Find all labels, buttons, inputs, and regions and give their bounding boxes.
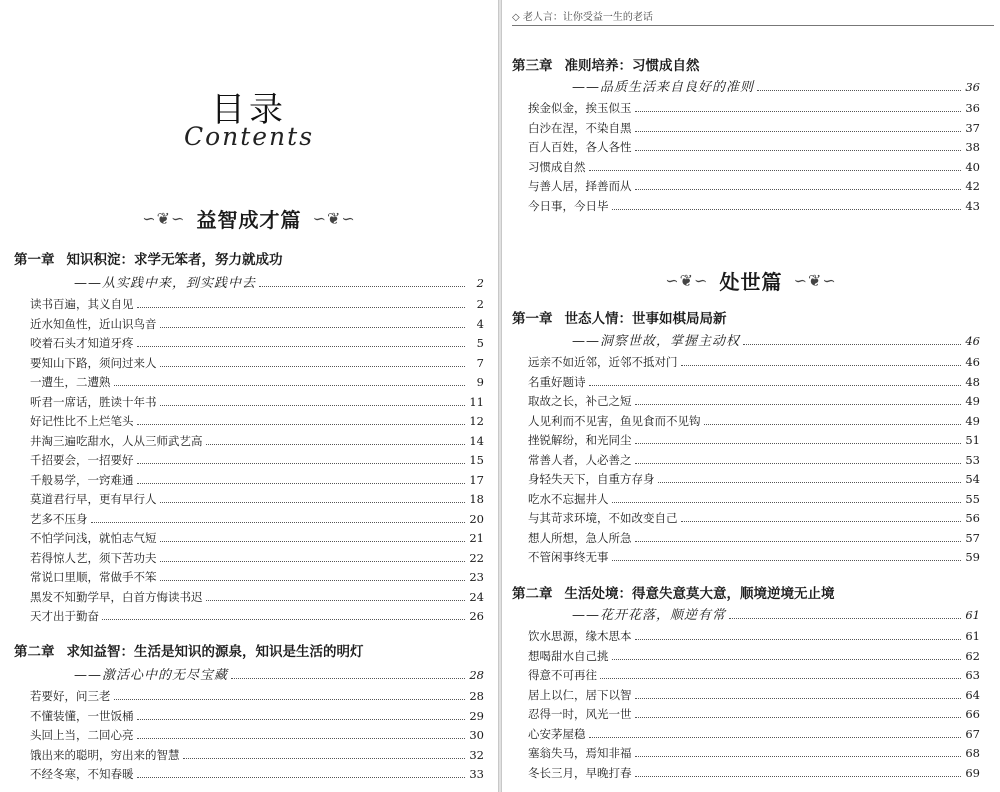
toc-entry-title: 百人百姓，各人各性 bbox=[528, 140, 632, 154]
dot-leader bbox=[137, 738, 466, 739]
dot-leader bbox=[102, 619, 465, 620]
toc-entry[interactable] bbox=[30, 550, 484, 570]
dot-leader bbox=[635, 776, 962, 777]
toc-entry-title: 远亲不如近邻，近邻不抵对门 bbox=[528, 355, 678, 369]
toc-page-number: 46 bbox=[965, 355, 980, 369]
dot-leader bbox=[635, 463, 962, 464]
dot-leader bbox=[612, 209, 962, 210]
ornament-right-icon: ∽❦∽ bbox=[312, 209, 356, 228]
toc-entry-title: 要知山下路，须问过来人 bbox=[30, 355, 157, 370]
dot-leader bbox=[612, 560, 962, 561]
toc-page-number: 18 bbox=[469, 492, 484, 506]
toc-page-number: 20 bbox=[469, 511, 484, 526]
toc-subtitle-entry[interactable] bbox=[30, 272, 484, 296]
toc-entry[interactable] bbox=[30, 569, 484, 589]
dot-leader bbox=[206, 600, 466, 601]
toc-entry-title: ——洞察世故，掌握主动权 bbox=[572, 334, 741, 349]
dot-leader bbox=[160, 541, 466, 542]
toc-page-number: 33 bbox=[469, 767, 484, 781]
dot-leader bbox=[589, 385, 962, 386]
toc-subtitle-entry[interactable] bbox=[528, 604, 980, 628]
toc-page-number: 37 bbox=[965, 120, 980, 135]
toc-entry-title: 取故之长，补己之短 bbox=[528, 394, 632, 408]
toc-page-number: 2 bbox=[476, 276, 484, 290]
running-header: ◇ 老人言：让你受益一生的老话 bbox=[512, 8, 994, 26]
toc-entry-title: 心安茅屋稳 bbox=[528, 726, 586, 741]
toc-page-number: 61 bbox=[965, 608, 980, 622]
dot-leader bbox=[206, 444, 466, 445]
toc-entry-title: 常善人者，人必善之 bbox=[528, 452, 632, 467]
dot-leader bbox=[635, 189, 962, 190]
dot-leader bbox=[137, 424, 466, 425]
toc-entry[interactable] bbox=[30, 413, 484, 433]
dot-leader bbox=[137, 483, 466, 484]
toc-entry[interactable] bbox=[30, 747, 484, 767]
dot-leader bbox=[259, 286, 465, 287]
toc-entry[interactable] bbox=[30, 608, 484, 628]
toc-list bbox=[528, 76, 980, 217]
toc-page-number: 32 bbox=[469, 747, 484, 762]
dot-leader bbox=[160, 327, 466, 328]
toc-entry[interactable] bbox=[30, 491, 484, 511]
toc-entry-title: 人见利而不见害，鱼见食而不见钩 bbox=[528, 413, 701, 428]
toc-entry[interactable] bbox=[528, 198, 980, 218]
toc-entry[interactable] bbox=[528, 745, 980, 765]
toc-entry-title: 不懂装懂，一世饭桶 bbox=[30, 708, 134, 723]
toc-page-number: 24 bbox=[469, 589, 484, 604]
toc-entry-title: 黑发不知勤学早，白首方悔读书迟 bbox=[30, 589, 203, 604]
toc-page-number: 28 bbox=[469, 689, 484, 703]
toc-entry-title: 头回上当，二回心亮 bbox=[30, 728, 134, 742]
toc-entry[interactable] bbox=[528, 452, 980, 472]
toc-entry[interactable] bbox=[528, 374, 980, 394]
dot-leader bbox=[160, 561, 466, 562]
dot-leader bbox=[635, 756, 962, 757]
toc-page-number: 40 bbox=[965, 159, 980, 174]
toc-page-number: 62 bbox=[965, 648, 980, 663]
toc-entry[interactable] bbox=[30, 472, 484, 492]
toc-entry[interactable] bbox=[30, 766, 484, 786]
chapter-heading: 第三章 准则培养：习惯成自然 bbox=[512, 58, 700, 74]
dot-leader bbox=[757, 90, 961, 91]
toc-entry[interactable] bbox=[30, 374, 484, 394]
chapter-heading: 第一章 世态人情：世事如棋局局新 bbox=[512, 311, 727, 327]
toc-entry[interactable] bbox=[528, 354, 980, 374]
toc-entry-title: 若要好，问三老 bbox=[30, 689, 111, 703]
toc-entry-title: 莫道君行早，更有早行人 bbox=[30, 492, 157, 506]
toc-entry-title: 饿出来的聪明，穷出来的智慧 bbox=[30, 747, 180, 762]
dot-leader bbox=[635, 111, 962, 112]
toc-entry[interactable] bbox=[528, 706, 980, 726]
toc-page-number: 30 bbox=[469, 728, 484, 742]
toc-entry-title: 身轻失天下，自重方存身 bbox=[528, 472, 655, 486]
toc-entry-title: 习惯成自然 bbox=[528, 159, 586, 174]
toc-page-number: 9 bbox=[476, 375, 484, 389]
dot-leader bbox=[160, 366, 466, 367]
dot-leader bbox=[137, 463, 466, 464]
toc-page-number: 48 bbox=[965, 374, 980, 389]
dot-leader bbox=[635, 404, 962, 405]
dot-leader bbox=[589, 737, 962, 738]
toc-entry[interactable] bbox=[30, 355, 484, 375]
toc-page-number: 69 bbox=[965, 765, 980, 780]
dot-leader bbox=[743, 344, 961, 345]
toc-page-number: 28 bbox=[469, 668, 484, 682]
toc-page-number: 2 bbox=[476, 297, 484, 311]
toc-entry[interactable] bbox=[30, 727, 484, 747]
toc-entry-title: 塞翁失马，焉知非福 bbox=[528, 746, 632, 760]
toc-page-number: 54 bbox=[965, 472, 980, 486]
toc-entry-title: 与其苛求环境，不如改变自己 bbox=[528, 511, 678, 525]
toc-entry-title: 近水知鱼性，近山识鸟音 bbox=[30, 316, 157, 331]
toc-entry[interactable] bbox=[528, 471, 980, 491]
toc-page-number: 21 bbox=[469, 531, 484, 545]
toc-entry[interactable] bbox=[30, 452, 484, 472]
dot-leader bbox=[137, 719, 466, 720]
toc-page-number: 4 bbox=[476, 316, 484, 331]
toc-page-number: 46 bbox=[965, 334, 980, 348]
toc-entry[interactable] bbox=[528, 139, 980, 159]
dot-leader bbox=[600, 678, 961, 679]
toc-page-number: 36 bbox=[965, 80, 980, 94]
dot-leader bbox=[231, 678, 465, 679]
toc-page-number: 14 bbox=[469, 433, 484, 448]
dot-leader bbox=[91, 522, 466, 523]
toc-page-number: 12 bbox=[469, 414, 484, 428]
toc-entry[interactable] bbox=[528, 120, 980, 140]
toc-entry[interactable] bbox=[528, 667, 980, 687]
toc-entry[interactable] bbox=[30, 511, 484, 531]
dot-leader bbox=[137, 777, 466, 778]
toc-entry[interactable] bbox=[30, 688, 484, 708]
toc-entry[interactable] bbox=[528, 413, 980, 433]
page-subtitle: Contents bbox=[183, 122, 315, 151]
toc-page-number: 66 bbox=[965, 707, 980, 721]
toc-page-number: 67 bbox=[965, 726, 980, 741]
toc-entry-title: 挫锐解纷，和光同尘 bbox=[528, 433, 632, 447]
toc-page-number: 61 bbox=[965, 629, 980, 643]
section-heading-chushi: ∽❦∽ 处世篇 ∽❦∽ bbox=[665, 270, 837, 294]
toc-page-number: 7 bbox=[476, 355, 484, 370]
toc-page-number: 63 bbox=[965, 668, 980, 682]
toc-entry-title: 忍得一时，风光一世 bbox=[528, 707, 632, 721]
chapter-heading: 第二章 求知益智：生活是知识的源泉，知识是生活的明灯 bbox=[14, 644, 364, 660]
toc-entry-title: 天才出于勤奋 bbox=[30, 609, 99, 623]
dot-leader bbox=[183, 758, 466, 759]
dot-leader bbox=[658, 482, 962, 483]
dot-leader bbox=[635, 150, 962, 151]
toc-entry-title: 与善人居，择善而从 bbox=[528, 179, 632, 193]
toc-entry-title: 艺多不压身 bbox=[30, 511, 88, 526]
toc-entry[interactable] bbox=[528, 549, 980, 569]
toc-entry[interactable] bbox=[528, 432, 980, 452]
toc-entry[interactable] bbox=[528, 178, 980, 198]
dot-leader bbox=[635, 698, 962, 699]
section-heading-yizhi: ∽❦∽ 益智成才篇 ∽❦∽ bbox=[142, 208, 356, 232]
toc-page-number: 26 bbox=[469, 609, 484, 623]
dot-leader bbox=[635, 443, 962, 444]
toc-entry-title: 今日事，今日毕 bbox=[528, 198, 609, 213]
toc-list bbox=[30, 272, 484, 628]
toc-page-number: 42 bbox=[965, 179, 980, 193]
toc-page-number: 11 bbox=[469, 394, 484, 409]
toc-entry-title: 千般易学，一窍难通 bbox=[30, 472, 134, 487]
dot-leader bbox=[612, 502, 962, 503]
toc-entry[interactable] bbox=[30, 335, 484, 355]
toc-entry-title: ——花开花落，顺逆有常 bbox=[572, 608, 727, 623]
ornament-left-icon: ∽❦∽ bbox=[665, 271, 709, 290]
toc-entry[interactable] bbox=[528, 765, 980, 785]
toc-entry-title: 吃水不忘掘井人 bbox=[528, 491, 609, 506]
toc-page-number: 55 bbox=[965, 491, 980, 506]
page-title: 目录 bbox=[211, 90, 287, 130]
dot-leader bbox=[704, 424, 962, 425]
toc-page-number: 51 bbox=[965, 433, 980, 447]
toc-entry[interactable] bbox=[528, 100, 980, 120]
dot-leader bbox=[137, 346, 466, 347]
toc-entry[interactable] bbox=[528, 510, 980, 530]
toc-entry-title: 好记性比不上烂笔头 bbox=[30, 414, 134, 428]
toc-page-number: 56 bbox=[965, 511, 980, 525]
dot-leader bbox=[635, 717, 962, 718]
toc-entry[interactable] bbox=[30, 708, 484, 728]
toc-page-number: 29 bbox=[469, 708, 484, 723]
toc-page-number: 64 bbox=[965, 687, 980, 702]
toc-entry[interactable] bbox=[528, 726, 980, 746]
toc-page-number: 49 bbox=[965, 413, 980, 428]
toc-entry-title: 千招要会，一招要好 bbox=[30, 453, 134, 467]
dot-leader bbox=[160, 405, 466, 406]
toc-entry-title: 若得惊人艺，须下苦功夫 bbox=[30, 550, 157, 565]
toc-entry[interactable] bbox=[528, 393, 980, 413]
toc-subtitle-entry[interactable] bbox=[30, 664, 484, 688]
toc-entry-title: 挨金似金，挨玉似玉 bbox=[528, 101, 632, 115]
toc-page-number: 5 bbox=[476, 336, 484, 350]
toc-entry-title: ——从实践中来，到实践中去 bbox=[74, 276, 257, 291]
dot-leader bbox=[635, 541, 962, 542]
toc-entry-title: 咬着石头才知道牙疼 bbox=[30, 336, 134, 350]
toc-entry[interactable] bbox=[30, 589, 484, 609]
toc-entry-title: 听君一席话，胜读十年书 bbox=[30, 394, 157, 409]
dot-leader bbox=[137, 307, 466, 308]
toc-entry-title: 一遭生，二遭熟 bbox=[30, 375, 111, 389]
toc-entry-title: 不经冬寒，不知春暖 bbox=[30, 767, 134, 781]
toc-entry-title: ——激活心中的无尽宝藏 bbox=[74, 668, 229, 683]
toc-page-number: 57 bbox=[965, 530, 980, 545]
toc-entry[interactable] bbox=[30, 433, 484, 453]
toc-page-number: 38 bbox=[965, 140, 980, 154]
left-page bbox=[0, 0, 498, 792]
toc-entry[interactable] bbox=[528, 159, 980, 179]
toc-entry-title: 冬长三月，早晚打春 bbox=[528, 765, 632, 780]
dot-leader bbox=[589, 170, 962, 171]
toc-entry-title: 不怕学问浅，就怕志气短 bbox=[30, 531, 157, 545]
toc-entry-title: 饮水思源，缘木思本 bbox=[528, 629, 632, 643]
toc-entry-title: 白沙在涅，不染自黑 bbox=[528, 120, 632, 135]
toc-entry[interactable] bbox=[528, 648, 980, 668]
toc-list bbox=[30, 664, 484, 786]
dot-leader bbox=[160, 502, 466, 503]
toc-page-number: 53 bbox=[965, 452, 980, 467]
toc-entry-title: 不管闲事终无事 bbox=[528, 550, 609, 564]
toc-entry-title: 想人所想，急人所急 bbox=[528, 530, 632, 545]
dot-leader bbox=[160, 580, 466, 581]
dot-leader bbox=[612, 659, 962, 660]
toc-page-number: 22 bbox=[469, 550, 484, 565]
toc-subtitle-entry[interactable] bbox=[528, 76, 980, 100]
toc-entry[interactable] bbox=[30, 296, 484, 316]
toc-entry-title: 得意不可再往 bbox=[528, 668, 597, 682]
dot-leader bbox=[681, 521, 962, 522]
chapter-heading: 第一章 知识积淀：求学无笨者，努力就成功 bbox=[14, 252, 283, 268]
toc-page-number: 15 bbox=[469, 453, 484, 467]
right-page bbox=[502, 0, 1000, 792]
toc-entry-title: 想喝甜水自己挑 bbox=[528, 648, 609, 663]
toc-entry[interactable] bbox=[528, 628, 980, 648]
toc-page-number: 49 bbox=[965, 394, 980, 408]
toc-page-number: 68 bbox=[965, 746, 980, 760]
toc-list bbox=[528, 330, 980, 569]
toc-entry[interactable] bbox=[30, 394, 484, 414]
toc-page-number: 36 bbox=[965, 101, 980, 115]
dot-leader bbox=[114, 385, 466, 386]
toc-page-number: 59 bbox=[965, 550, 980, 564]
dot-leader bbox=[681, 365, 962, 366]
dot-leader bbox=[635, 639, 962, 640]
ornament-right-icon: ∽❦∽ bbox=[793, 271, 837, 290]
toc-page-number: 43 bbox=[965, 198, 980, 213]
toc-entry[interactable] bbox=[30, 530, 484, 550]
chapter-heading: 第二章 生活处境：得意失意莫大意，顺境逆境无止境 bbox=[512, 586, 835, 602]
toc-entry[interactable] bbox=[528, 491, 980, 511]
toc-entry[interactable] bbox=[528, 530, 980, 550]
ornament-left-icon: ∽❦∽ bbox=[142, 209, 186, 228]
toc-entry-title: 居上以仁，居下以智 bbox=[528, 687, 632, 702]
toc-entry-title: 读书百遍，其义自见 bbox=[30, 297, 134, 311]
toc-list bbox=[528, 604, 980, 784]
toc-entry[interactable] bbox=[528, 687, 980, 707]
dot-leader bbox=[635, 131, 962, 132]
toc-subtitle-entry[interactable] bbox=[528, 330, 980, 354]
toc-entry-title: 名重好题诗 bbox=[528, 374, 586, 389]
toc-entry-title: ——品质生活来自良好的准则 bbox=[572, 80, 755, 95]
toc-page-number: 23 bbox=[469, 570, 484, 584]
dot-leader bbox=[729, 618, 961, 619]
dot-leader bbox=[114, 699, 466, 700]
toc-entry-title: 常说口里顺，常做手不笨 bbox=[30, 570, 157, 584]
toc-page-number: 17 bbox=[469, 472, 484, 487]
toc-entry-title: 井淘三遍吃甜水，人从三师武艺高 bbox=[30, 433, 203, 448]
toc-entry[interactable] bbox=[30, 316, 484, 336]
